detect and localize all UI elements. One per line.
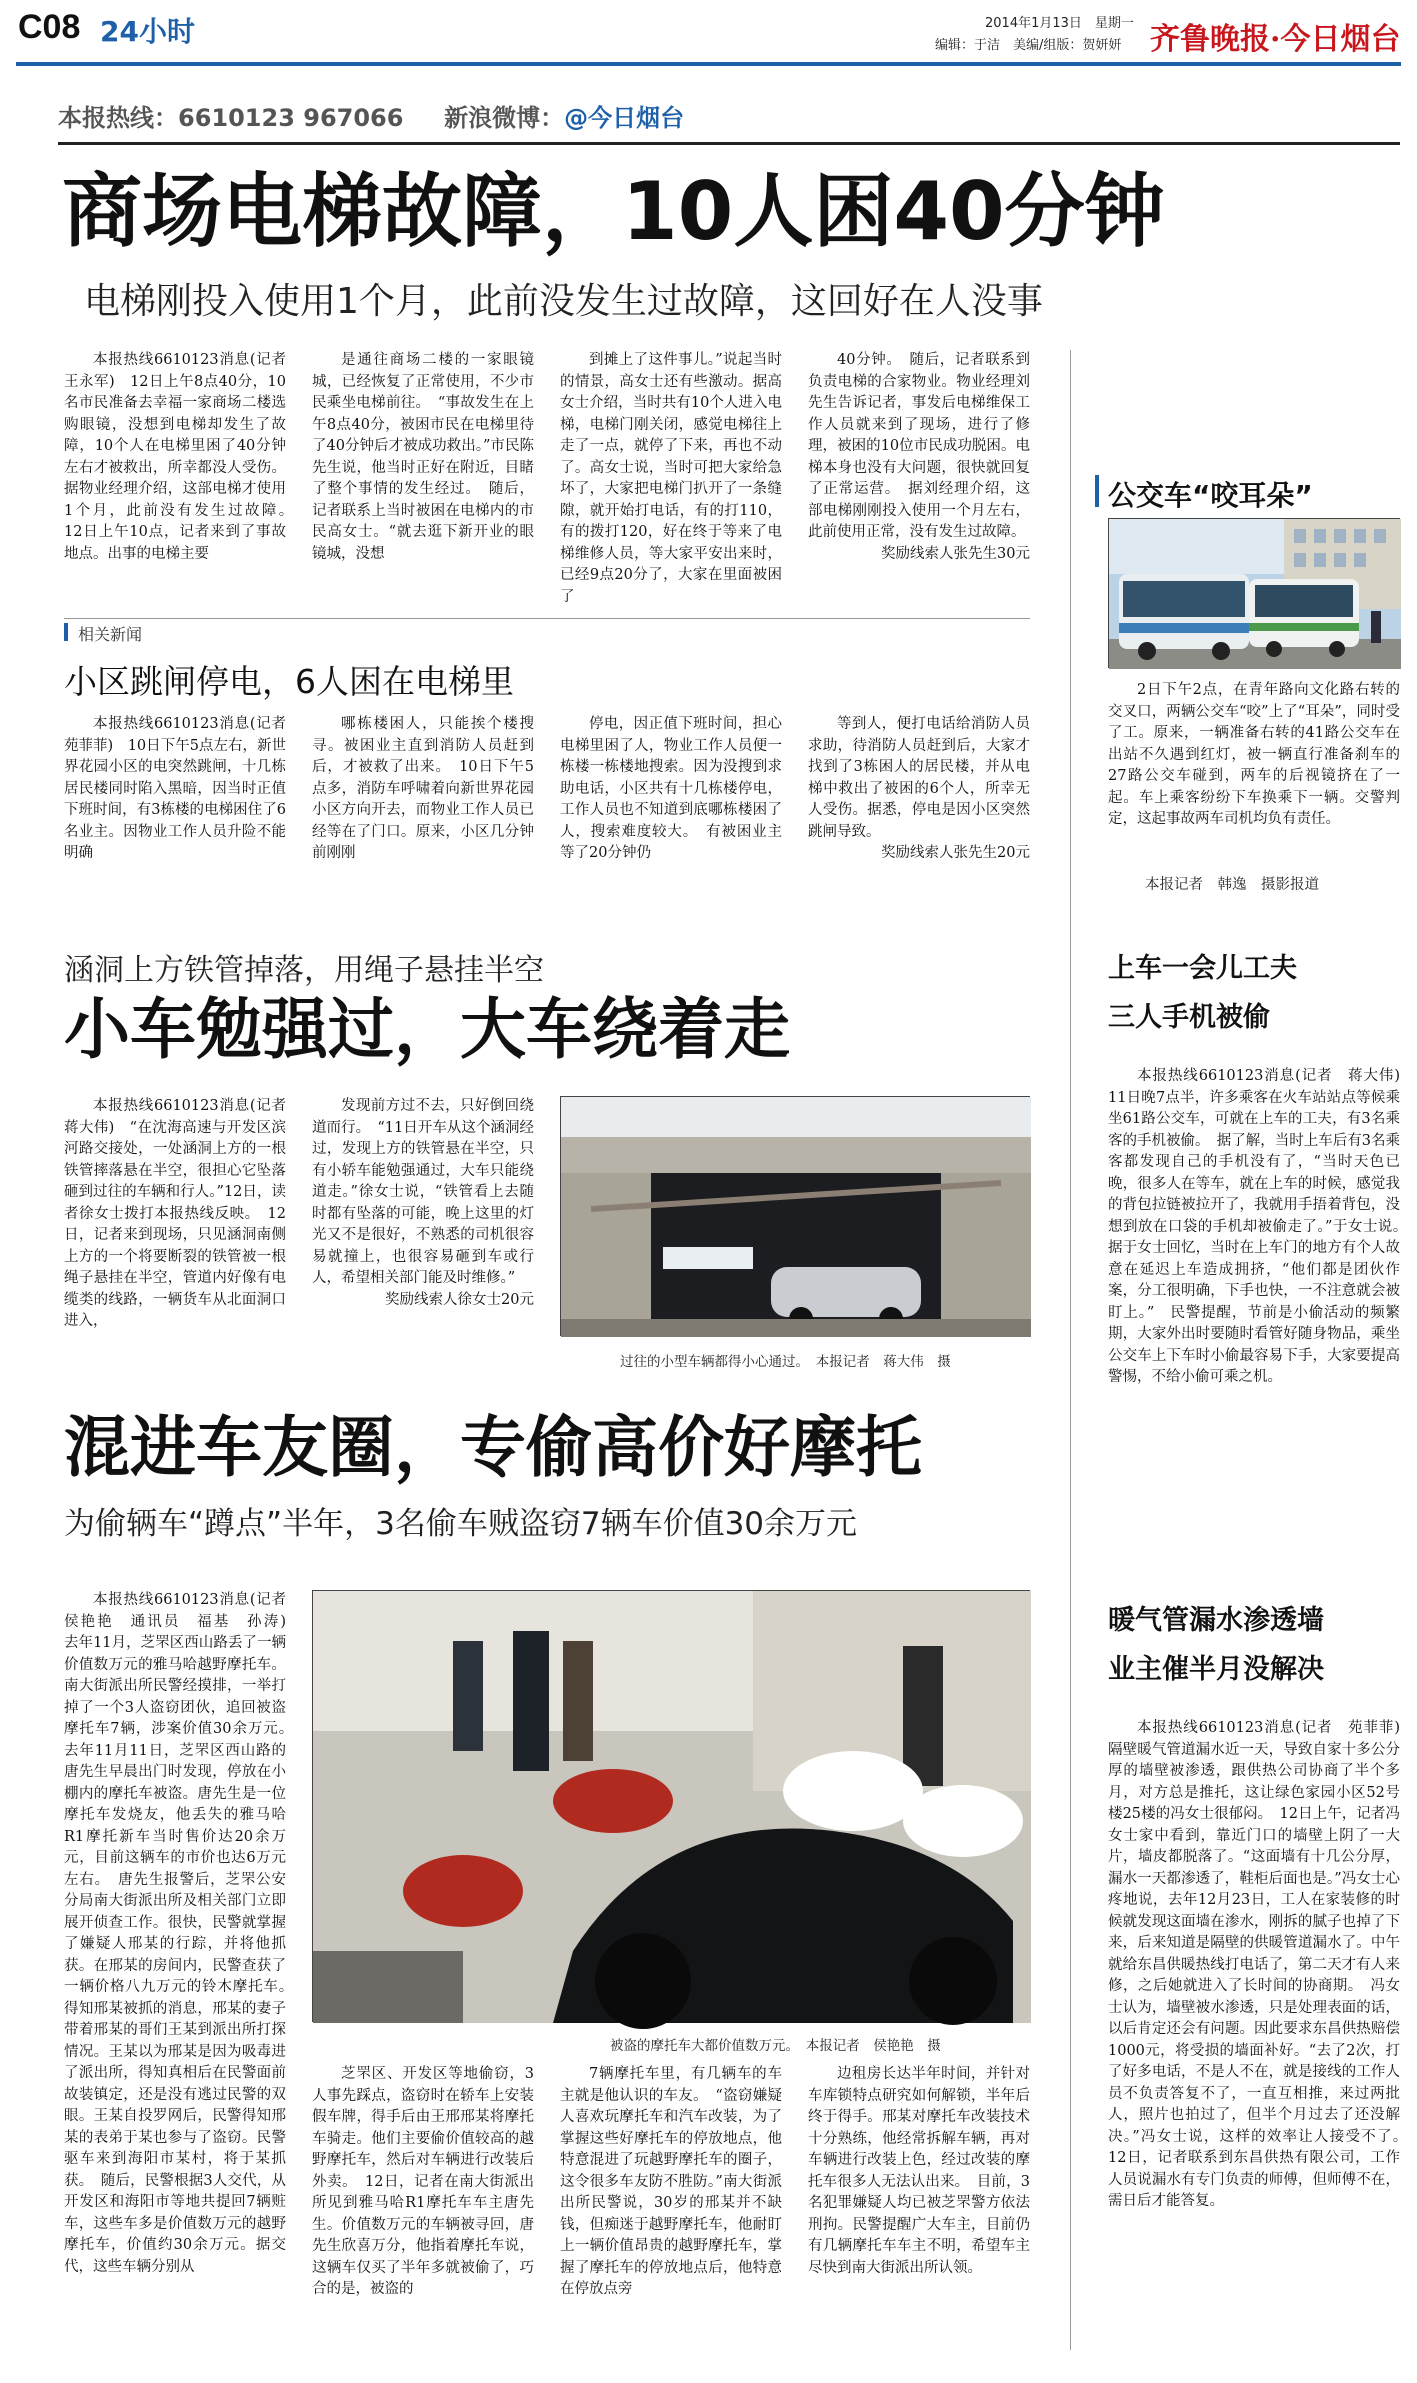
sidebar2-title-2: 三人手机被偷: [1108, 1002, 1270, 1033]
hotline-label: 本报热线：: [58, 104, 178, 132]
article3-title: 混进车友圈，专偷高价好摩托: [64, 1409, 922, 1486]
related-marker: [64, 623, 68, 641]
motorcycle-photo-image: [313, 1591, 1031, 2023]
article2-kicker: 涵洞上方铁管掉落，用绳子悬挂半空: [64, 953, 544, 988]
hotline-numbers: 6610123 967066: [178, 104, 404, 132]
hotline-rule: [58, 142, 1400, 145]
page-header: [0, 0, 1417, 62]
sidebar1-body: 2日下午2点，在青年路向文化路右转的交叉口，两辆公交车“咬”上了“耳朵”，同时受了工。原来，一辆准备右转的41路公交车在出站不久遇到红灯，被一辆直行准备刹车的27路公交车碰到，两车的后视镜挤在了一起。车上乘客纷纷下车换乘下一辆。交警判定，这起事故两车司机均负有责任。: [1108, 682, 1400, 827]
sidebar1-credit: 本报记者 韩逸 摄影报道: [1145, 877, 1319, 893]
article2-title: 小车勉强过，大车绕着走: [64, 991, 790, 1068]
article3-subtitle: 为偷辆车“蹲点”半年，3名偷车贼盗窃7辆车价值30余万元: [64, 1506, 858, 1542]
sidebar3-body: 本报热线6610123消息(记者 苑菲菲) 隔壁暖气管道漏水近一天，导致自家十多公分厚的墙壁被渗透，跟供热公司协商了半个多月，对方总是推托，这让绿色家园小区52号楼25楼的冯女士很郁闷。 12日上午，记者冯女士家中看到，靠近门口的墙壁上阴了一大片，墙皮都脱落了。“这面墙有十几公分厚，漏水一天都渗透了，鞋柜后面也是。”冯女士心疼地说，去年12月23日，工人在家装修的时候就发现这面墙在渗水，刚拆的腻子也掉了下来，后来知道是隔壁的供暖管道漏水了。中午就给东昌供暖热线打电话了，第二天才有人来修，之后她就进入了长时间的协商期。 冯女士认为，墙壁被水渗透，只是处理表面的话，以后肯定还会有问题。因此要求东昌供热赔偿1000元，将受损的墙面补好。“去了2次，打了好多电话，不是人不在，就是接线的工作人员不负责答复不了，一直互相推，来过两批人，照片也拍过了，但半个月过去了还没解决。”冯女士说，这样的效率让人接受不了。 12日，记者联系到东昌供热有限公司，工作人员说漏水有专门负责的师傅，但师傅不在，需日后才能答复。: [1108, 1720, 1415, 2209]
motorcycle-photo: [312, 1590, 1030, 2022]
article1-col3: 到摊上了这件事儿。”说起当时的情景，高女士还有些激动。据高女士介绍，当时共有10个人进入电梯，电梯门刚关闭，感觉电梯往上走了一点，就停了下来，再也不动了。高女士说，当时可把大家给急坏了，大家把电梯门扒开了一条缝隙，就开始打电话，有的打110，有的拨打120，好在终于等来了电梯维修人员，等大家平安出来时，已经9点20分了，大家在里面被困了: [560, 352, 782, 605]
brand-logo: 齐鲁晚报·今日烟台: [1150, 22, 1401, 57]
related-col1: 本报热线6610123消息(记者 苑菲菲) 10日下午5点左右，新世界花园小区的电突然跳闸，十几栋居民楼同时陷入黑暗，因当时正值下班时间，有3栋楼的电梯困住了6名业主。因物业工作人员升险不能明确: [64, 716, 301, 861]
related-col4: 等到人，便打电话给消防人员求助，待消防人员赶到后，大家才找到了3栋困人的居民楼，并从电梯中救出了被困的6个人，所幸无人受伤。据悉，停电是因小区突然跳闸导致。 奖励线索人张先生20元: [808, 714, 1030, 884]
sidebar2-body: 本报热线6610123消息(记者 蒋大伟) 11日晚7点半，许多乘客在火车站站点等候乘坐61路公交车，可就在上车的工夫，有3名乘客的手机被偷。 据了解，当时上车后有3名乘客都发现自己的手机没有了，“当时天色已晚，很多人在等车，就在上车的时候，感觉我的背包拉链被拉开了，我就用手捂着背包，没想到放在口袋的手机却被偷走了。”于女士说。 据于女士回忆，当时在上车门的地方有个人故意在延迟上车造成拥挤，“他们都是团伙作案，分工很明确，下手也快，一不注意就会被盯上。” 民警提醒，节前是小偷活动的频繁期，大家外出时要随时看管好随身物品，乘坐公交车上下车时小偷最容易下手，大家要提高警惕，不给小偷可乘之机。: [1108, 1068, 1415, 1385]
related-title: 小区跳闸停电，6人困在电梯里: [64, 662, 514, 701]
related-col2: 哪栋楼困人，只能挨个楼搜寻。被困业主直到消防人员赶到后，才被救了出来。 10日下午5点多，消防车呼啸着向新世界花园小区方向开去，而物业工作人员已经等在了门口。原来，小区几分钟前刚刚: [312, 716, 534, 861]
page-code: C08: [18, 8, 81, 46]
sidebar3-title-2: 业主催半月没解决: [1108, 1654, 1324, 1685]
article3-col2: 芝罘区、开发区等地偷窃，3人事先踩点，盗窃时在轿车上安装假车牌，得手后由王邢邢某将摩托车骑走。他们主要偷价值较高的越野摩托车，然后对车辆进行改装后外卖。 12日，记者在南大街派出所见到雅马哈R1摩托车车主唐先生。价值数万元的车辆被寻回，唐先生欣喜万分，他指着摩托车说，这辆车仅买了半年多就被偷了，巧合的是，被盗的: [312, 2066, 534, 2297]
article1-col1: 本报热线6610123消息(记者 王永军) 12日上午8点40分，10名市民准备去幸福一家商场二楼选购眼镜，没想到电梯却发生了故障，10个人在电梯里困了40分钟左右才被救出，所幸都没人受伤。据物业经理介绍，这部电梯才使用1个月，此前没有发生过故障。 12日上午10点，记者来到了事故地点。出事的电梯主要: [64, 352, 301, 562]
article1-title: 商场电梯故障，10人困40分钟: [62, 165, 1165, 258]
bus-photo: [1108, 518, 1400, 668]
date-line: 2014年1月13日 星期一: [985, 16, 1134, 31]
sidebar2-title-1: 上车一会儿工夫: [1108, 953, 1297, 984]
article3-col3: 7辆摩托车里，有几辆车的车主就是他认识的车友。 “盗窃嫌疑人喜欢玩摩托车和汽车改装，为了掌握这些好摩托车的停放地点，他特意混进了玩越野摩托车的圈子，这令很多车友防不胜防。”南大街派出所民警说，30岁的邢某并不缺钱，但痴迷于越野摩托车，他耐盯上一辆价值昂贵的越野摩托车，掌握了摩托车的停放地点后，他特意在停放点旁: [560, 2066, 782, 2297]
section-name: 24小时: [100, 15, 195, 48]
editors-line: 编辑：于洁 美编/组版：贺妍妍: [935, 38, 1122, 53]
article2-col2: 发现前方过不去，只好倒回绕道而行。 “11日开车从这个涵洞经过，发现上方的铁管悬在半空，只有小轿车能勉强通过，大车只能绕道走。”徐女士说，“铁管看上去随时都有坠落的可能，晚上这里的灯光又不是很好，不熟悉的司机很容易就撞上，也很容易砸到车或行人，希望相关部门能及时维修。” 奖励线索人徐女士20元: [312, 1096, 534, 1321]
article2-col1: 本报热线6610123消息(记者 蒋大伟) “在沈海高速与开发区滨河路交接处，一处涵洞上方的一根铁管摔落悬在半空，很担心它坠落砸到过往的车辆和行人。”12日，读者徐女士拨打本报热线反映。 12日，记者来到现场，只见涵洞南侧上方的一个将要断裂的铁管被一根绳子悬挂在半空，管道内好像有电缆类的线路，一辆货车从北面洞口进入，: [64, 1098, 301, 1329]
article3-col4: 边租房长达半年时间，并针对车库锁特点研究如何解锁，半年后终于得手。邢某对摩托车改装技术十分熟练，他经常拆解车辆，再对车辆进行改装上色，经过改装的摩托车很多人无法认出来。 目前，3名犯罪嫌疑人均已被芝罘警方依法刑拘。民警提醒广大车主，目前仍有几辆摩托车车主不明，希望车主尽快到南大街派出所认领。: [808, 2066, 1030, 2276]
article1-tip: 奖励线索人张先生30元: [881, 545, 1030, 562]
article1-subtitle: 电梯刚投入使用1个月，此前没发生过故障，这回好在人没事: [84, 281, 1043, 322]
culvert-photo-image: [561, 1097, 1031, 1337]
culvert-photo: [560, 1096, 1030, 1336]
sidebar3-title-1: 暖气管漏水渗透墙: [1108, 1605, 1324, 1636]
sidebar1-title: 公交车“咬耳朵”: [1108, 479, 1313, 512]
sidebar-divider: [1070, 350, 1071, 2350]
article3-caption: 被盗的摩托车大都价值数万元。 本报记者 侯艳艳 摄: [610, 2038, 941, 2054]
article2-tip: 奖励线索人徐女士20元: [385, 1291, 534, 1308]
article1-col2: 是通往商场二楼的一家眼镜城，已经恢复了正常使用，不少市民乘坐电梯前往。 “事故发生在上午8点40分，被困市民在电梯里待了40分钟后才被成功救出。”市民陈先生说，他当时正好在附近，目睹了整个事情的发生经过。 随后，记者联系上当时被困在电梯内的市民高女士。“就去逛下新开业的眼镜城，没想: [312, 352, 534, 562]
hotline-bar: [58, 98, 818, 138]
weibo-handle: @今日烟台: [564, 104, 685, 132]
bus-photo-image: [1109, 519, 1401, 669]
header-rule: [16, 62, 1401, 66]
article2-caption: 过往的小型车辆都得小心通过。 本报记者 蒋大伟 摄: [620, 1354, 951, 1370]
related-label-box: [64, 618, 1030, 644]
related-col3: 停电，因正值下班时间，担心电梯里困了人，物业工作人员便一栋楼一栋楼地搜索。因为没搜到求助电话，小区共有十几栋楼停电，工作人员也不知道到底哪栋楼困了人，搜索难度较大。 有被困业主等了20分钟仍: [560, 716, 782, 861]
article1-col4: 40分钟。 随后，记者联系到负责电梯的合家物业。物业经理刘先生告诉记者，事发后电梯维保工作人员就来到了现场，进行了修理，被困的10位市民成功脱困。电梯本身也没有大问题，很快就回复了正常运营。 据刘经理介绍，这部电梯刚刚投入使用一个月左右，此前使用正常，没有发生过故障。 奖励线索人张先生30元: [808, 350, 1030, 610]
weibo-label: 新浪微博：: [444, 104, 565, 132]
related-tip: 奖励线索人张先生20元: [881, 845, 1030, 861]
related-label: 相关新闻: [78, 625, 143, 644]
sidebar1-title-marker: [1095, 475, 1099, 507]
article3-col1: 本报热线6610123消息(记者 侯艳艳 通讯员 福基 孙涛) 去年11月，芝罘区西山路丢了一辆价值数万元的雅马哈越野摩托车。南大街派出所民警经摸排，一举打掉了一个3人盗窃团伙，追回被盗摩托车7辆，涉案价值30余万元。 去年11月11日，芝罘区西山路的唐先生早晨出门时发现，停放在小棚内的摩托车被盗。唐先生是一位摩托车发烧友，他丢失的雅马哈R1摩托新车当时售价达20余万元，目前这辆车的市价也达6万元左右。 唐先生报警后，芝罘公安分局南大街派出所及相关部门立即展开侦查工作。很快，民警就掌握了嫌疑人邢某的行踪，并将他抓获。在邢某的房间内，民警查获了一辆价格八九万元的铃木摩托车。 得知邢某被抓的消息，邢某的妻子带着邢某的哥们王某到派出所打探情况。王某以为邢某是因为吸毒进了派出所，得知真相后在民警面前故装镇定，还是没有逃过民警的双眼。王某自投罗网后，民警得知邢某的表弟于某也参与了盗窃。民警驱车来到海阳市某村，将于某抓获。 随后，民警根据3人交代，从开发区和海阳市等地共提回7辆赃车，这些车多是价值数万元的越野摩托车，价值约30余万元。据交代，这些车辆分别从: [64, 1592, 301, 2275]
